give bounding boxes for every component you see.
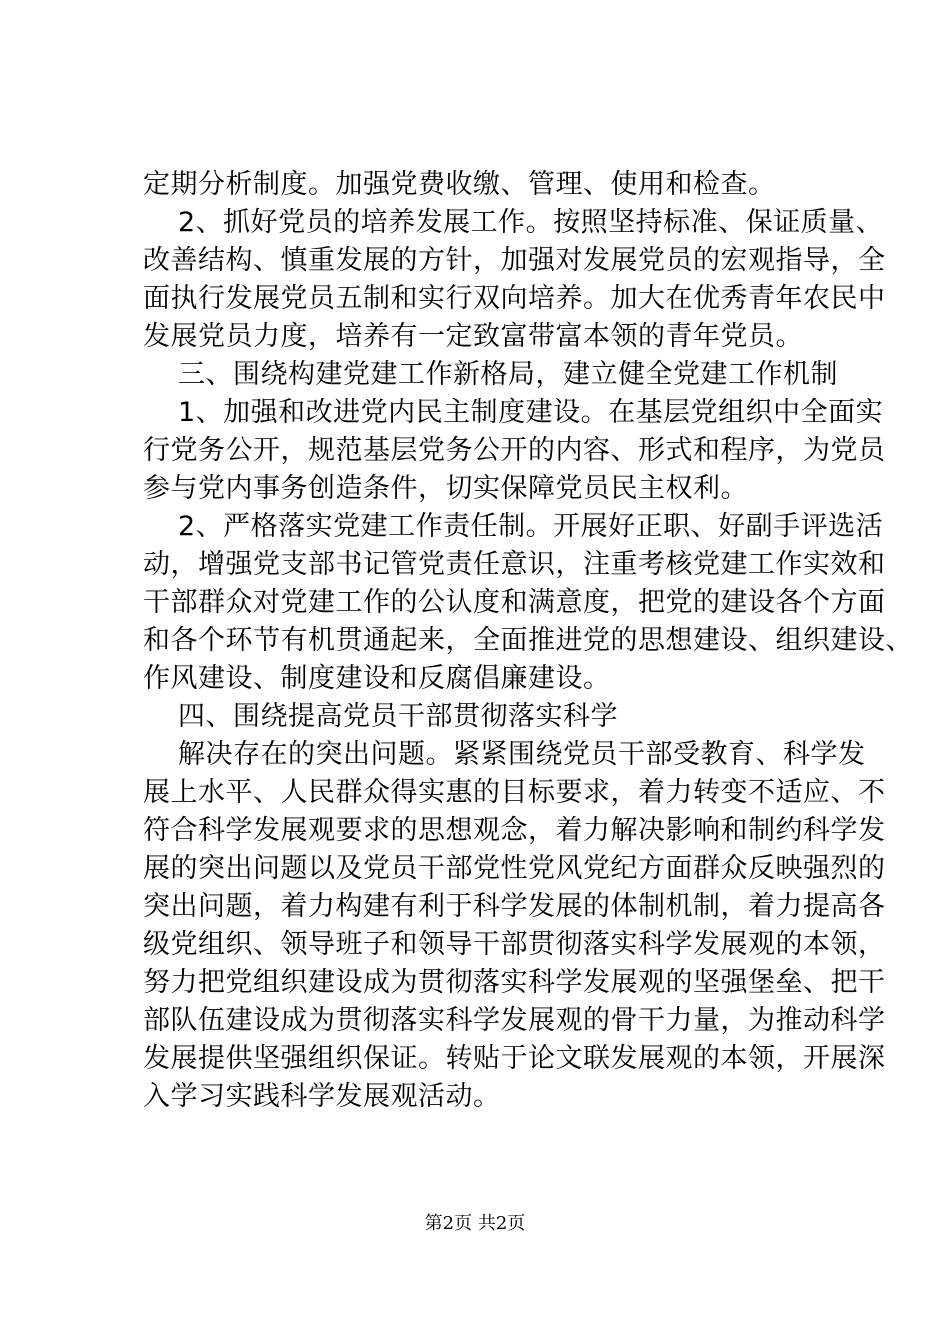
text-line: 发展党员力度，培养有一定致富带富本领的青年党员。 xyxy=(143,321,803,352)
text-line: 和各个环节有机贯通起来，全面推进党的思想建设、组织建设、 xyxy=(143,625,913,656)
text-line: 展上水平、人民群众得实惠的目标要求，着力转变不适应、不 xyxy=(143,777,886,808)
section-heading: 四、围绕提高党员干部贯彻落实科学 xyxy=(178,701,618,732)
section-heading: 三、围绕构建党建工作新格局，建立健全党建工作机制 xyxy=(178,359,838,390)
text-line: 入学习实践科学发展观活动。 xyxy=(143,1081,501,1112)
text-line: 部队伍建设成为贯彻落实科学发展观的骨干力量，为推动科学 xyxy=(143,1005,886,1036)
text-line: 定期分析制度。加强党费收缴、管理、使用和检查。 xyxy=(143,169,776,200)
text-line: 2、抓好党员的培养发展工作。按照坚持标准、保证质量、 xyxy=(178,207,884,238)
text-line: 突出问题，着力构建有利于科学发展的体制机制，着力提高各 xyxy=(143,891,886,922)
text-line: 符合科学发展观要求的思想观念，着力解决影响和制约科学发 xyxy=(143,815,886,846)
page-footer: 第2页 共2页 xyxy=(424,1213,526,1234)
text-line: 展的突出问题以及党员干部党性党风党纪方面群众反映强烈的 xyxy=(143,853,886,884)
text-line: 解决存在的突出问题。紧紧围绕党员干部受教育、科学发 xyxy=(178,739,866,770)
text-line: 作风建设、制度建设和反腐倡廉建设。 xyxy=(143,663,611,694)
text-line: 改善结构、慎重发展的方针，加强对发展党员的宏观指导，全 xyxy=(143,245,886,276)
text-line: 1、加强和改进党内民主制度建设。在基层党组织中全面实 xyxy=(178,397,884,428)
text-line: 动，增强党支部书记管党责任意识，注重考核党建工作实效和 xyxy=(143,549,886,580)
text-line: 面执行发展党员五制和实行双向培养。加大在优秀青年农民中 xyxy=(143,283,886,314)
text-line: 级党组织、领导班子和领导干部贯彻落实科学发展观的本领， xyxy=(143,929,886,960)
text-line: 行党务公开，规范基层党务公开的内容、形式和程序，为党员 xyxy=(143,435,886,466)
text-line: 干部群众对党建工作的公认度和满意度，把党的建设各个方面 xyxy=(143,587,886,618)
text-line: 发展提供坚强组织保证。转贴于论文联发展观的本领，开展深 xyxy=(143,1043,886,1074)
text-line: 2、严格落实党建工作责任制。开展好正职、好副手评选活 xyxy=(178,511,884,542)
text-line: 参与党内事务创造条件，切实保障党员民主权利。 xyxy=(143,473,748,504)
text-line: 努力把党组织建设成为贯彻落实科学发展观的坚强堡垒、把干 xyxy=(143,967,886,998)
